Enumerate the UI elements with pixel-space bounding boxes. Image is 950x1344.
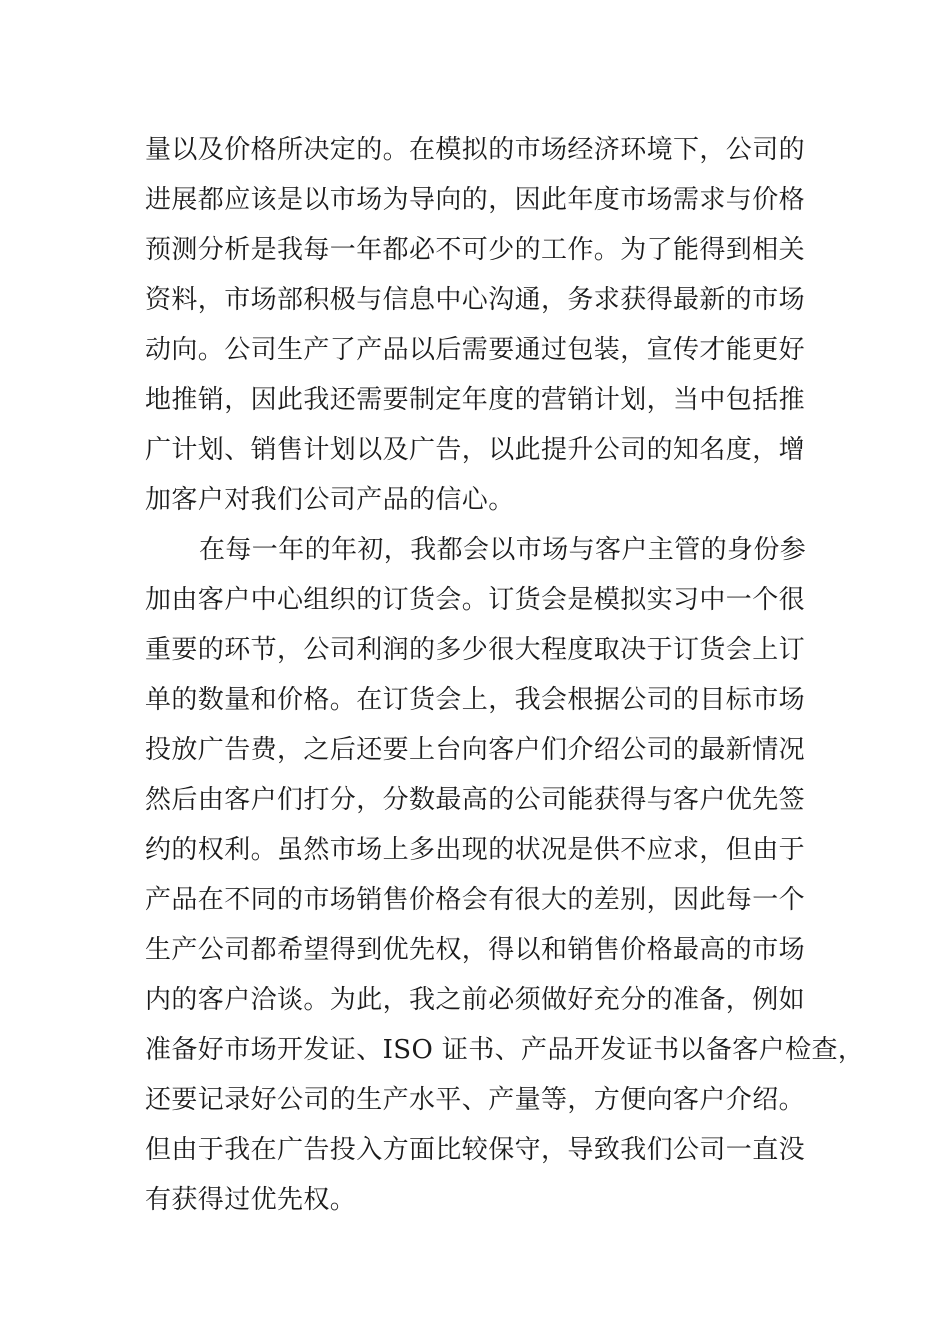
text-line: 量以及价格所决定的。在模拟的市场经济环境下，公司的	[145, 135, 806, 165]
text-line: 还要记录好公司的生产水平、产量等，方便向客户介绍。	[145, 1085, 806, 1115]
text-line: 内的客户洽谈。为此，我之前必须做好充分的准备，例如	[145, 985, 806, 1015]
paragraph-2	[145, 525, 865, 1225]
text-line: 生产公司都希望得到优先权，得以和销售价格最高的市场	[145, 935, 806, 965]
text-line: 资料，市场部积极与信息中心沟通，务求获得最新的市场	[145, 285, 806, 315]
text-line: 单的数量和价格。在订货会上，我会根据公司的目标市场	[145, 685, 806, 715]
text-line: 有获得过优先权。	[145, 1185, 357, 1215]
text-line: 产品在不同的市场销售价格会有很大的差别，因此每一个	[145, 885, 806, 915]
document-body	[145, 125, 865, 1225]
text-line: 但由于我在广告投入方面比较保守，导致我们公司一直没	[145, 1135, 806, 1165]
text-line: 加客户对我们公司产品的信心。	[145, 485, 515, 515]
text-line: 约的权利。虽然市场上多出现的状况是供不应求，但由于	[145, 835, 806, 865]
text-line: 投放广告费，之后还要上台向客户们介绍公司的最新情况	[145, 735, 806, 765]
paragraph-1	[145, 125, 835, 525]
text-line: 预测分析是我每一年都必不可少的工作。为了能得到相关	[145, 235, 806, 265]
text-line: 在每一年的年初，我都会以市场与客户主管的身份参	[199, 535, 807, 565]
text-line: 地推销，因此我还需要制定年度的营销计划，当中包括推	[145, 385, 806, 415]
text-line: 广计划、销售计划以及广告，以此提升公司的知名度，增	[145, 435, 806, 465]
text-line: 进展都应该是以市场为导向的，因此年度市场需求与价格	[145, 185, 806, 215]
text-line: 动向。公司生产了产品以后需要通过包装，宣传才能更好	[145, 335, 806, 365]
text-line: 准备好市场开发证、ISO 证书、产品开发证书以备客户检查，	[145, 1035, 865, 1065]
text-line: 然后由客户们打分，分数最高的公司能获得与客户优先签	[145, 785, 806, 815]
text-line: 加由客户中心组织的订货会。订货会是模拟实习中一个很	[145, 585, 806, 615]
text-line: 重要的环节，公司利润的多少很大程度取决于订货会上订	[145, 635, 806, 665]
